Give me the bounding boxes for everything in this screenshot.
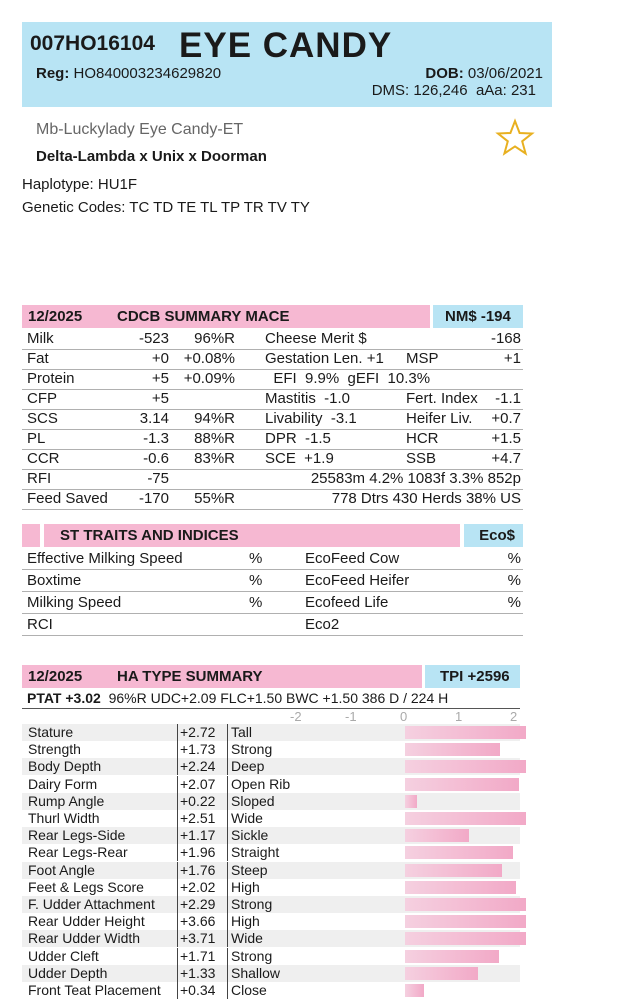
type-level-bar (405, 743, 500, 756)
type-description: Shallow (231, 964, 281, 981)
scale-tick-label: -2 (290, 709, 302, 724)
type-row (22, 913, 520, 930)
st-row (22, 592, 523, 614)
st-percent-left: % (249, 594, 263, 611)
type-trait: Body Depth (28, 758, 102, 775)
summary-value-right: +1.5 (491, 430, 521, 447)
summary-row (22, 409, 523, 430)
type-trait: Thurl Width (28, 810, 100, 826)
type-trait: Udder Cleft (28, 947, 99, 964)
summary-row (22, 429, 523, 450)
type-trait: Rear Udder Width (28, 930, 141, 947)
type-row (22, 810, 520, 827)
type-divider (177, 982, 178, 999)
summary-value: -75 (147, 470, 169, 487)
type-value: +3.71 (180, 930, 216, 947)
type-divider (227, 982, 228, 999)
type-value: +0.34 (180, 982, 216, 998)
type-trait: Front Teat Placement (28, 982, 161, 998)
type-value: +3.66 (180, 913, 216, 930)
summary-label-right: Fert. Index (406, 390, 478, 407)
type-row (22, 948, 520, 965)
type-row (22, 930, 520, 947)
type-level-bar (405, 898, 526, 911)
type-row (22, 793, 520, 810)
scale-tick-label: 2 (510, 709, 518, 724)
summary-value: -1.3 (143, 430, 169, 447)
genetic-codes: Genetic Codes: TC TD TE TL TP TR TV TY (22, 199, 310, 216)
type-trait: Feet & Legs Score (28, 878, 144, 895)
type-value: +1.73 (180, 741, 216, 758)
type-description: High (231, 878, 260, 895)
type-row (22, 879, 520, 896)
summary-value: -170 (138, 490, 169, 507)
st-trait-left: Effective Milking Speed (27, 550, 183, 567)
type-divider (227, 776, 228, 793)
summary-label-right: MSP (406, 350, 439, 367)
type-level-bar (405, 967, 478, 980)
summary-trait: Feed Saved (27, 490, 108, 507)
summary-trait-right: Cheese Merit $ (265, 330, 367, 347)
type-row (22, 758, 520, 775)
st-row (22, 614, 523, 636)
st-percent-left: % (249, 550, 263, 567)
type-level-bar (405, 812, 526, 825)
type-description: Strong (231, 741, 273, 758)
summary-value-right: +1 (503, 350, 521, 367)
summary-label-right: SSB (406, 450, 437, 467)
summary-trait: CFP (27, 390, 57, 407)
eco-dollar-badge (464, 524, 523, 547)
type-level-bar (405, 760, 526, 773)
summary-reliability: 96%R (194, 330, 235, 347)
type-divider (227, 741, 228, 758)
summary-trait: CCR (27, 450, 60, 467)
type-level-bar (405, 984, 424, 997)
type-trait: Udder Depth (28, 964, 108, 981)
type-trait: Stature (28, 724, 74, 740)
summary-trait: Protein (27, 370, 75, 387)
type-divider (227, 896, 228, 913)
scale-tick-label: -1 (345, 709, 357, 724)
type-divider (227, 862, 228, 879)
st-trait-left: RCI (27, 616, 53, 633)
type-description: Strong (231, 896, 273, 912)
type-description: High (231, 913, 260, 930)
summary-trait: SCS (27, 410, 58, 427)
type-value: +2.24 (180, 758, 216, 775)
type-row (22, 982, 520, 999)
type-divider (227, 724, 228, 741)
type-description: Strong (231, 947, 273, 964)
summary-value: -523 (138, 330, 169, 347)
type-divider (177, 965, 178, 982)
ptat-divider (22, 708, 520, 709)
type-row (22, 827, 520, 844)
type-row (22, 724, 520, 741)
registration-number: Reg: HO840003234629820 (36, 65, 222, 82)
summary-label-right: HCR (406, 430, 439, 447)
type-divider (227, 913, 228, 930)
type-value: +2.51 (180, 810, 216, 826)
summary-value: -0.6 (143, 450, 169, 467)
haplotype: Haplotype: HU1F (22, 176, 138, 193)
scale-tick-label: 1 (455, 709, 463, 724)
type-divider (227, 827, 228, 844)
type-summary-date: 12/2025 (28, 668, 83, 685)
type-divider (227, 810, 228, 827)
type-divider (177, 862, 178, 879)
header-banner (22, 22, 552, 107)
type-trait: F. Udder Attachment (28, 896, 155, 912)
type-value: +1.96 (180, 844, 216, 861)
type-level-bar (405, 864, 502, 877)
type-trait: Rear Udder Height (28, 913, 145, 930)
summary-value-right: 778 Dtrs 430 Herds 38% US (331, 490, 521, 507)
summary-value-right: +4.7 (491, 450, 521, 467)
type-description: Tall (231, 724, 253, 740)
summary-reliability: 94%R (194, 410, 235, 427)
st-trait-left: Milking Speed (27, 594, 122, 611)
type-divider (177, 758, 178, 775)
summary-header (22, 305, 430, 328)
type-description: Straight (231, 844, 280, 861)
st-percent-right: % (507, 550, 521, 567)
type-divider (177, 724, 178, 741)
type-divider (227, 965, 228, 982)
st-trait-right: EcoFeed Heifer (305, 572, 410, 589)
pedigree: Delta-Lambda x Unix x Doorman (36, 148, 267, 165)
type-description: Close (231, 982, 267, 998)
st-trait-right: Ecofeed Life (305, 594, 389, 611)
type-description: Wide (231, 810, 263, 826)
registration-name: 007HO16104 (30, 32, 155, 55)
type-level-bar (405, 726, 526, 739)
type-value: +1.71 (180, 947, 216, 964)
summary-trait-right: SCE +1.9 (265, 450, 334, 467)
type-row (22, 896, 520, 913)
tpi-badge (425, 665, 520, 688)
summary-reliability: +0.09% (183, 370, 235, 387)
nm-dollar-badge (433, 305, 523, 328)
eco-dollar-label: Eco$ (479, 527, 515, 544)
type-value: +0.22 (180, 792, 216, 809)
summary-trait: Milk (27, 330, 54, 347)
type-level-bar (405, 846, 513, 859)
type-value: +1.33 (180, 964, 216, 981)
type-description: Sickle (231, 827, 269, 844)
type-trait: Rump Angle (28, 792, 105, 809)
type-divider (177, 930, 178, 947)
summary-value-right: -168 (490, 330, 521, 347)
nm-dollar-value: NM$ -194 (445, 308, 511, 325)
type-level-bar (405, 778, 519, 791)
summary-row (22, 329, 523, 350)
summary-reliability: 55%R (194, 490, 235, 507)
star-outline-icon[interactable] (495, 118, 535, 158)
summary-row (22, 369, 523, 390)
summary-value-right: 25583m 4.2% 1083f 3.3% 852p (310, 470, 521, 487)
type-row (22, 965, 520, 982)
type-divider (227, 758, 228, 775)
type-value: +2.72 (180, 724, 216, 740)
type-divider (177, 844, 178, 861)
type-divider (177, 896, 178, 913)
st-traits-marker (22, 524, 40, 547)
type-divider (227, 879, 228, 896)
type-divider (177, 741, 178, 758)
type-divider (227, 948, 228, 965)
summary-trait: PL (27, 430, 46, 447)
summary-value: +0 (151, 350, 169, 367)
summary-date: 12/2025 (28, 308, 83, 325)
type-row (22, 844, 520, 861)
summary-trait-right: Livability -3.1 (265, 410, 357, 427)
type-row (22, 741, 520, 758)
type-divider (177, 913, 178, 930)
tpi-value: TPI +2596 (440, 668, 510, 685)
summary-trait-right: DPR -1.5 (265, 430, 331, 447)
summary-value: +5 (151, 390, 169, 407)
summary-reliability: 83%R (194, 450, 235, 467)
dms-aaa-codes: DMS: 126,246 aAa: 231 (371, 82, 536, 99)
type-level-bar (405, 950, 499, 963)
summary-trait-right: EFI 9.9% gEFI 10.3% (265, 370, 431, 387)
type-value: +1.76 (180, 861, 216, 878)
summary-trait: RFI (27, 470, 52, 487)
type-description: Sloped (231, 792, 275, 809)
type-divider (227, 793, 228, 810)
type-divider (177, 827, 178, 844)
type-value: +2.07 (180, 775, 216, 792)
type-trait: Rear Legs-Side (28, 827, 126, 844)
summary-label-right: Heifer Liv. (406, 410, 473, 427)
type-divider (227, 930, 228, 947)
type-trait: Foot Angle (28, 861, 95, 878)
summary-reliability: 88%R (194, 430, 235, 447)
type-level-bar (405, 881, 516, 894)
st-row (22, 548, 523, 570)
st-percent-right: % (507, 594, 521, 611)
type-description: Wide (231, 930, 263, 947)
st-percent-left: % (249, 572, 263, 589)
summary-row (22, 349, 523, 370)
type-summary-title: HA TYPE SUMMARY (117, 668, 263, 685)
summary-row (22, 489, 523, 510)
summary-row (22, 469, 523, 490)
st-trait-right: Eco2 (305, 616, 340, 633)
st-row (22, 570, 523, 592)
long-name: Mb-Luckylady Eye Candy-ET (36, 121, 244, 138)
type-level-bar (405, 915, 526, 928)
type-divider (177, 810, 178, 827)
type-row (22, 776, 520, 793)
summary-row (22, 449, 523, 470)
summary-value-right: +0.7 (491, 410, 521, 427)
type-row (22, 862, 520, 879)
date-of-birth: DOB: 03/06/2021 (425, 65, 543, 82)
summary-reliability: +0.08% (183, 350, 235, 367)
ptat-line: PTAT +3.02 96%R UDC+2.09 FLC+1.50 BWC +1.50 386 D / 224 H (27, 690, 449, 706)
type-trait: Rear Legs-Rear (28, 844, 128, 861)
summary-trait-right: Gestation Len. +1 (265, 350, 384, 367)
type-divider (177, 793, 178, 810)
type-description: Steep (231, 861, 268, 878)
st-trait-right: EcoFeed Cow (305, 550, 400, 567)
type-level-bar (405, 829, 469, 842)
summary-row (22, 389, 523, 410)
st-percent-right: % (507, 572, 521, 589)
type-summary-header (22, 665, 422, 688)
type-divider (177, 879, 178, 896)
type-divider (177, 776, 178, 793)
type-divider (177, 948, 178, 965)
type-divider (227, 844, 228, 861)
type-value: +1.17 (180, 827, 216, 844)
summary-trait-right: Mastitis -1.0 (265, 390, 351, 407)
type-level-bar (405, 932, 526, 945)
summary-value: 3.14 (139, 410, 169, 427)
scale-tick-label: 0 (400, 709, 408, 724)
type-level-bar (405, 795, 417, 808)
st-traits-header (44, 524, 460, 547)
summary-title: CDCB SUMMARY MACE (117, 308, 290, 325)
type-trait: Dairy Form (28, 775, 98, 792)
summary-value: +5 (151, 370, 169, 387)
summary-trait: Fat (27, 350, 49, 367)
type-description: Deep (231, 758, 265, 775)
type-value: +2.02 (180, 878, 216, 895)
st-traits-title: ST TRAITS AND INDICES (60, 527, 239, 544)
type-description: Open Rib (231, 775, 291, 792)
type-value: +2.29 (180, 896, 216, 912)
type-trait: Strength (28, 741, 81, 758)
animal-name: EYE CANDY (179, 26, 393, 65)
st-trait-left: Boxtime (27, 572, 82, 589)
summary-value-right: -1.1 (495, 390, 521, 407)
